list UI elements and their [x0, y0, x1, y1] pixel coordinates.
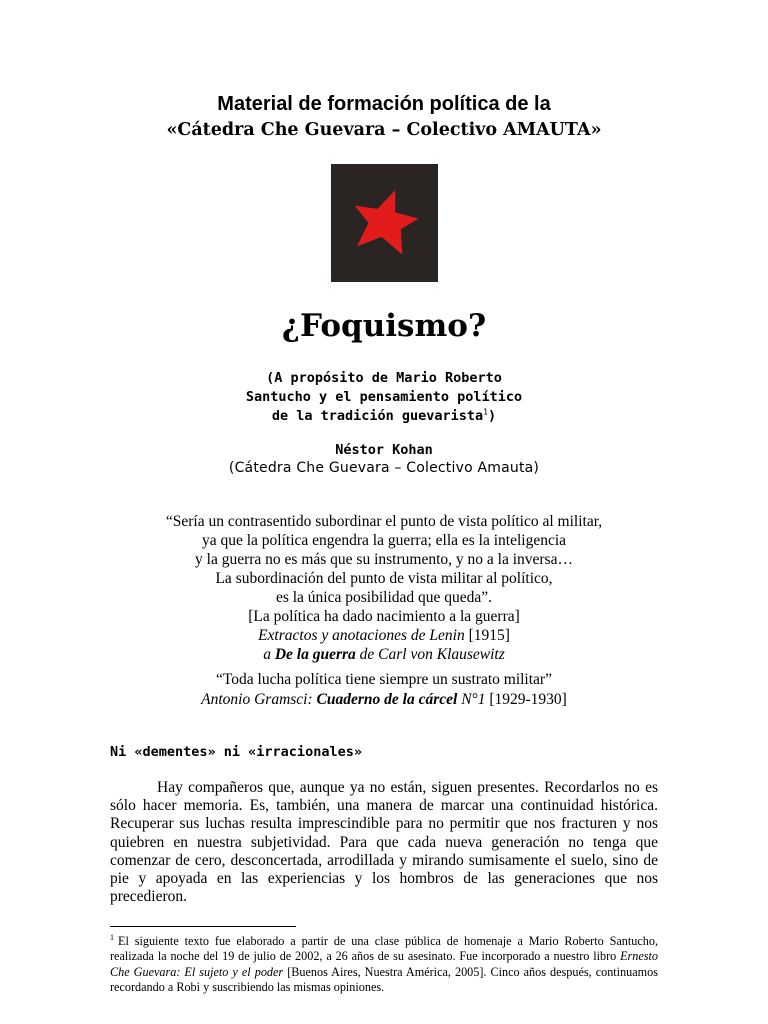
footnote-book-title: Ernesto Che Guevara: El sujeto y el poder — [110, 949, 658, 979]
footnote-reference[interactable]: 1 — [483, 407, 488, 417]
quote-source: [La política ha dado nacimiento a la guerra] — [248, 608, 520, 625]
page-title: ¿Foquismo? — [281, 308, 487, 344]
author-affiliation: (Cátedra Che Guevara – Colectivo Amauta) — [228, 460, 540, 476]
header-line-2: «Cátedra Che Guevara – Colectivo AMAUTA» — [166, 120, 602, 140]
subtitle-line-3 — [0, 407, 768, 426]
quote-line: y la guerra no es más que su instrumento, y no a la inversa… — [195, 551, 573, 568]
quote2-author: Antonio Gramsci: — [201, 691, 317, 708]
quote-reference-2 — [0, 645, 768, 664]
quote2-work-number: N°1 — [457, 691, 486, 708]
red-star-icon — [331, 164, 438, 282]
quote-line: ya que la política engendra la guerra; ella es la inteligencia — [201, 532, 567, 549]
section-heading: Ni «dementes» ni «irracionales» — [110, 744, 362, 760]
quote2-years: [1929-1930] — [485, 691, 567, 708]
quote-reference-year: [1915] — [464, 627, 510, 644]
subtitle-line-3-text: de la tradición guevarista — [271, 408, 484, 424]
subtitle — [0, 369, 768, 426]
epigraph-quote-2 — [0, 670, 768, 710]
subtitle-line-1: (A propósito de Mario Roberto — [266, 370, 502, 386]
quote2-text: “Toda lucha política tiene siempre un sustrato militar” — [216, 671, 552, 688]
quote2-attribution — [0, 690, 768, 710]
quote-line: es la única posibilidad que queda”. — [275, 589, 493, 606]
body-paragraph: Hay compañeros que, aunque ya no están, siguen presentes. Recordarlos no es sólo hacer memoria. Es, también, una manera de marcar una continuidad histórica. Recuperar sus luchas resulta imprescindible para no permitir que nos fracturen y nos quiebren en nuestra subjetividad. Para que cada nueva generación no tenga que comenzar de cero, desconcertada, arrodillada y mirando sumisamente el suelo, sino de pie y apoyada en las experiencias y los hombros de las generaciones que nos precedieron. — [110, 779, 658, 906]
footnote-divider — [110, 926, 296, 927]
quote-reference-title: Extractos y anotaciones de Lenin — [258, 627, 465, 644]
epigraph-quote-1 — [0, 512, 768, 664]
quote-ref2-work: De la guerra — [274, 646, 356, 663]
subtitle-close-paren: ) — [488, 408, 497, 424]
footnote-mark: 1 — [110, 932, 114, 942]
header-line-1: Material de formación política de la — [217, 93, 551, 115]
author-name: Néstor Kohan — [335, 442, 433, 458]
logo — [331, 164, 438, 282]
quote-reference — [0, 626, 768, 645]
quote-line: “Sería un contrasentido subordinar el punto de vista político al militar, — [165, 513, 603, 530]
subtitle-line-2: Santucho y el pensamiento político — [245, 389, 523, 405]
quote-line: La subordinación del punto de vista militar al político, — [215, 570, 553, 587]
quote-ref2-prefix: a — [263, 646, 275, 663]
quote2-work: Cuaderno de la cárcel — [316, 691, 458, 708]
footnote-text: El siguiente texto fue elaborado a partir de una clase pública de homenaje a Mario Roberto Santucho, realizada la noche del 19 de julio de 2002, a 26 años de su asesinato. Fue incorporado a nuestro libro — [110, 934, 658, 964]
footnote — [110, 934, 658, 996]
footnote-text-end: [Buenos Aires, Nuestra América, 2005]. Cinco años después, continuamos recordando a Robi y suscribiendo las mismas opiniones. — [110, 964, 658, 995]
quote-ref2-author: de Carl von Klausewitz — [355, 646, 505, 663]
